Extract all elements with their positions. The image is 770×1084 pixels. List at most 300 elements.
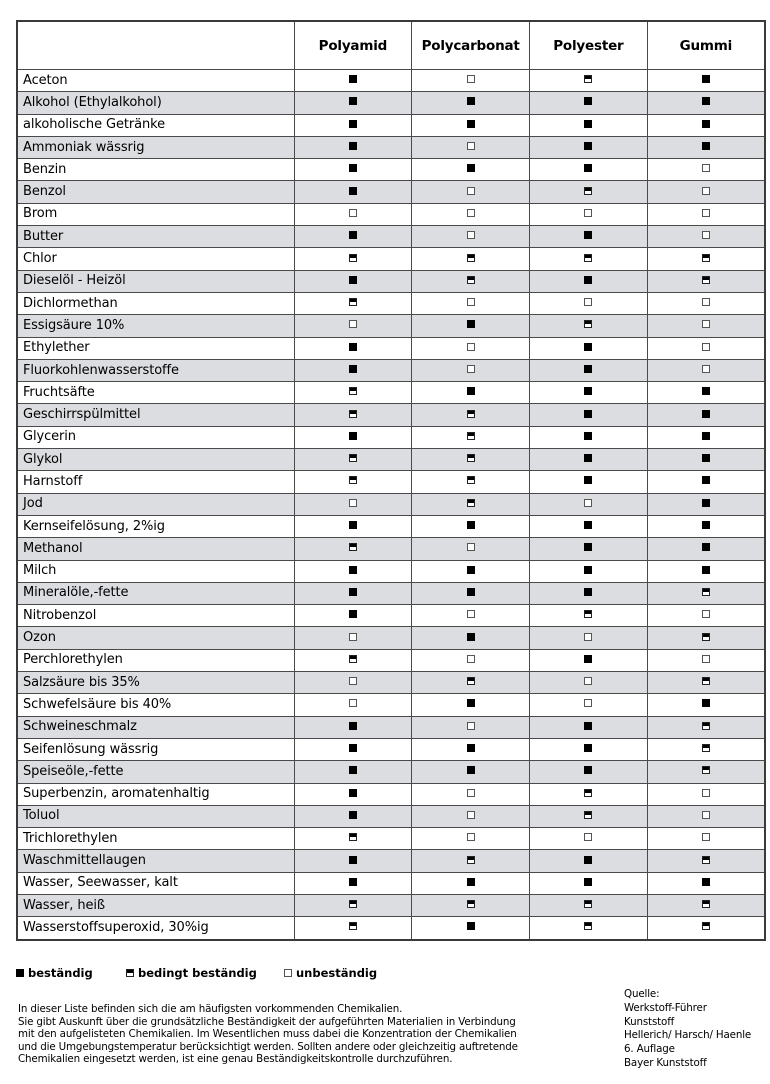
resistance-cell-polyester <box>530 359 648 381</box>
filled-square-icon <box>349 187 357 195</box>
header-row <box>17 21 765 70</box>
resistance-cell-polycarbonat <box>412 672 530 694</box>
filled-square-icon <box>584 164 592 172</box>
resistance-cell-gummi <box>647 627 765 649</box>
resistance-cell-polyester <box>530 605 648 627</box>
header-polyester: Polyester <box>530 21 648 70</box>
filled-square-icon <box>702 432 710 440</box>
resistance-cell-polycarbonat <box>412 872 530 894</box>
explanatory-note <box>18 1003 603 1066</box>
filled-square-icon <box>702 543 710 551</box>
empty-square-icon <box>467 298 475 306</box>
empty-square-icon <box>467 722 475 730</box>
resistance-cell-polycarbonat <box>412 560 530 582</box>
resistance-cell-polycarbonat <box>412 203 530 225</box>
resistance-cell-polycarbonat <box>412 582 530 604</box>
resistance-cell-polycarbonat <box>412 159 530 181</box>
chemical-name: Butter <box>17 226 294 248</box>
empty-square-icon <box>702 833 710 841</box>
chemical-name: Schwefelsäure bis 40% <box>17 694 294 716</box>
filled-square-icon <box>349 789 357 797</box>
half-filled-square-icon <box>349 900 357 908</box>
resistance-cell-polyester <box>530 493 648 515</box>
resistance-cell-polycarbonat <box>412 850 530 872</box>
resistance-cell-polyester <box>530 92 648 114</box>
table-row <box>17 872 765 894</box>
table-row <box>17 226 765 248</box>
legend-label: unbeständig <box>296 966 378 980</box>
empty-square-icon <box>349 499 357 507</box>
header-empty <box>17 21 294 70</box>
table-row <box>17 582 765 604</box>
filled-square-icon <box>349 75 357 83</box>
empty-square-icon <box>467 610 475 618</box>
filled-square-icon <box>349 365 357 373</box>
filled-square-icon <box>584 276 592 284</box>
empty-square-icon <box>284 969 292 977</box>
header-polyamid: Polyamid <box>294 21 412 70</box>
resistance-cell-polycarbonat <box>412 828 530 850</box>
filled-square-icon <box>584 878 592 886</box>
resistance-cell-polyamid <box>294 538 412 560</box>
half-filled-square-icon <box>702 254 710 262</box>
table-row <box>17 404 765 426</box>
source-line: Hellerich/ Harsch/ Haenle <box>624 1029 752 1042</box>
legend-item-unbestaendig <box>284 966 377 980</box>
empty-square-icon <box>349 320 357 328</box>
empty-square-icon <box>702 343 710 351</box>
resistance-cell-polyamid <box>294 560 412 582</box>
resistance-cell-polyester <box>530 248 648 270</box>
resistance-cell-polyester <box>530 560 648 582</box>
table-row <box>17 560 765 582</box>
chemical-name: Jod <box>17 493 294 515</box>
resistance-cell-gummi <box>647 203 765 225</box>
filled-square-icon <box>349 521 357 529</box>
resistance-cell-polyamid <box>294 471 412 493</box>
resistance-cell-gummi <box>647 136 765 158</box>
half-filled-square-icon <box>467 900 475 908</box>
empty-square-icon <box>467 543 475 551</box>
table-row <box>17 761 765 783</box>
half-filled-square-icon <box>584 75 592 83</box>
chemical-name: Essigsäure 10% <box>17 315 294 337</box>
resistance-cell-polycarbonat <box>412 493 530 515</box>
half-filled-square-icon <box>349 254 357 262</box>
resistance-cell-gummi <box>647 493 765 515</box>
resistance-cell-polycarbonat <box>412 404 530 426</box>
resistance-cell-gummi <box>647 850 765 872</box>
resistance-cell-polycarbonat <box>412 471 530 493</box>
legend-label: bedingt beständig <box>138 966 257 980</box>
filled-square-icon <box>349 432 357 440</box>
resistance-cell-polycarbonat <box>412 426 530 448</box>
empty-square-icon <box>702 209 710 217</box>
resistance-cell-polyamid <box>294 226 412 248</box>
chemical-name: Ethylether <box>17 337 294 359</box>
empty-square-icon <box>584 633 592 641</box>
resistance-cell-polyester <box>530 694 648 716</box>
table-row <box>17 738 765 760</box>
half-filled-square-icon <box>702 677 710 685</box>
empty-square-icon <box>702 164 710 172</box>
half-filled-square-icon <box>349 476 357 484</box>
half-filled-square-icon <box>349 387 357 395</box>
filled-square-icon <box>349 856 357 864</box>
resistance-cell-polyamid <box>294 292 412 314</box>
resistance-cell-polyamid <box>294 872 412 894</box>
half-filled-square-icon <box>349 543 357 551</box>
chemical-name: alkoholische Getränke <box>17 114 294 136</box>
chemical-name: Alkohol (Ethylalkohol) <box>17 92 294 114</box>
resistance-cell-polycarbonat <box>412 738 530 760</box>
resistance-cell-polycarbonat <box>412 382 530 404</box>
resistance-cell-polycarbonat <box>412 894 530 916</box>
resistance-cell-gummi <box>647 315 765 337</box>
table-row <box>17 315 765 337</box>
table-row <box>17 805 765 827</box>
resistance-cell-polycarbonat <box>412 181 530 203</box>
resistance-cell-polyamid <box>294 426 412 448</box>
resistance-cell-polyester <box>530 828 648 850</box>
resistance-cell-polyamid <box>294 582 412 604</box>
resistance-cell-polyamid <box>294 136 412 158</box>
resistance-cell-polycarbonat <box>412 716 530 738</box>
resistance-cell-polycarbonat <box>412 226 530 248</box>
filled-square-icon <box>467 120 475 128</box>
resistance-cell-gummi <box>647 70 765 92</box>
filled-square-icon <box>702 142 710 150</box>
resistance-cell-polycarbonat <box>412 515 530 537</box>
filled-square-icon <box>467 744 475 752</box>
half-filled-square-icon <box>584 900 592 908</box>
resistance-cell-polyester <box>530 449 648 471</box>
resistance-cell-polyamid <box>294 70 412 92</box>
table-row <box>17 382 765 404</box>
table-row <box>17 538 765 560</box>
filled-square-icon <box>584 588 592 596</box>
resistance-cell-polyamid <box>294 649 412 671</box>
filled-square-icon <box>702 521 710 529</box>
resistance-cell-polyester <box>530 872 648 894</box>
filled-square-icon <box>467 164 475 172</box>
resistance-cell-polyamid <box>294 605 412 627</box>
resistance-cell-polyamid <box>294 783 412 805</box>
source-line: Werkstoff-Führer <box>624 1001 707 1014</box>
chemical-name: Fluorkohlenwasserstoffe <box>17 359 294 381</box>
half-filled-square-icon <box>702 766 710 774</box>
resistance-cell-polycarbonat <box>412 605 530 627</box>
half-filled-square-icon <box>702 900 710 908</box>
resistance-cell-polyester <box>530 738 648 760</box>
resistance-cell-polyamid <box>294 382 412 404</box>
resistance-cell-polyester <box>530 649 648 671</box>
resistance-cell-polyester <box>530 382 648 404</box>
filled-square-icon <box>584 566 592 574</box>
chemical-name: Benzin <box>17 159 294 181</box>
resistance-cell-polyamid <box>294 114 412 136</box>
filled-square-icon <box>349 231 357 239</box>
filled-square-icon <box>349 164 357 172</box>
resistance-cell-gummi <box>647 649 765 671</box>
chemical-name: Toluol <box>17 805 294 827</box>
half-filled-square-icon <box>702 856 710 864</box>
chemical-name: Milch <box>17 560 294 582</box>
empty-square-icon <box>467 365 475 373</box>
resistance-cell-gummi <box>647 694 765 716</box>
table-row <box>17 605 765 627</box>
resistance-cell-polycarbonat <box>412 70 530 92</box>
chemical-name: Mineralöle,-fette <box>17 582 294 604</box>
resistance-cell-polyamid <box>294 672 412 694</box>
filled-square-icon <box>584 387 592 395</box>
resistance-cell-gummi <box>647 805 765 827</box>
empty-square-icon <box>467 833 475 841</box>
resistance-cell-gummi <box>647 181 765 203</box>
resistance-cell-polyamid <box>294 404 412 426</box>
resistance-cell-polyester <box>530 582 648 604</box>
chemical-name: Glycerin <box>17 426 294 448</box>
filled-square-icon <box>349 744 357 752</box>
table-row <box>17 783 765 805</box>
chemical-name: Superbenzin, aromatenhaltig <box>17 783 294 805</box>
half-filled-square-icon <box>702 588 710 596</box>
resistance-cell-polyamid <box>294 627 412 649</box>
resistance-cell-gummi <box>647 426 765 448</box>
half-filled-square-icon <box>702 922 710 930</box>
empty-square-icon <box>349 209 357 217</box>
filled-square-icon <box>584 856 592 864</box>
resistance-cell-gummi <box>647 716 765 738</box>
empty-square-icon <box>349 633 357 641</box>
filled-square-icon <box>702 454 710 462</box>
empty-square-icon <box>467 142 475 150</box>
half-filled-square-icon <box>584 320 592 328</box>
filled-square-icon <box>467 633 475 641</box>
resistance-cell-gummi <box>647 582 765 604</box>
empty-square-icon <box>467 75 475 83</box>
resistance-cell-gummi <box>647 605 765 627</box>
filled-square-icon <box>584 97 592 105</box>
filled-square-icon <box>467 387 475 395</box>
filled-square-icon <box>702 120 710 128</box>
table-row <box>17 515 765 537</box>
chemical-name: Nitrobenzol <box>17 605 294 627</box>
empty-square-icon <box>584 298 592 306</box>
filled-square-icon <box>584 432 592 440</box>
filled-square-icon <box>702 97 710 105</box>
table-row <box>17 181 765 203</box>
filled-square-icon <box>467 588 475 596</box>
chemical-name: Trichlorethylen <box>17 828 294 850</box>
filled-square-icon <box>349 766 357 774</box>
resistance-cell-polyester <box>530 315 648 337</box>
resistance-cell-gummi <box>647 515 765 537</box>
chemical-name: Geschirrspülmittel <box>17 404 294 426</box>
empty-square-icon <box>702 655 710 663</box>
resistance-cell-polyester <box>530 70 648 92</box>
chemical-name: Chlor <box>17 248 294 270</box>
table-row <box>17 672 765 694</box>
empty-square-icon <box>467 209 475 217</box>
table-row <box>17 716 765 738</box>
table-row <box>17 894 765 916</box>
resistance-cell-polyester <box>530 136 648 158</box>
filled-square-icon <box>467 766 475 774</box>
half-filled-square-icon <box>467 677 475 685</box>
filled-square-icon <box>349 588 357 596</box>
filled-square-icon <box>702 387 710 395</box>
resistance-cell-polyamid <box>294 493 412 515</box>
resistance-cell-gummi <box>647 894 765 916</box>
filled-square-icon <box>584 543 592 551</box>
filled-square-icon <box>584 521 592 529</box>
resistance-cell-polyester <box>530 672 648 694</box>
resistance-cell-polyamid <box>294 716 412 738</box>
resistance-cell-polycarbonat <box>412 649 530 671</box>
resistance-cell-polyamid <box>294 828 412 850</box>
resistance-cell-gummi <box>647 359 765 381</box>
filled-square-icon <box>584 410 592 418</box>
filled-square-icon <box>349 610 357 618</box>
note-line: Sie gibt Auskunft über die grundsätzliche Beständigkeit der aufgeführten Materialien in Verbindung <box>18 1015 516 1028</box>
table-row <box>17 92 765 114</box>
table-row <box>17 493 765 515</box>
resistance-cell-polyester <box>530 203 648 225</box>
source-line: 6. Auflage <box>624 1043 675 1056</box>
resistance-cell-polycarbonat <box>412 92 530 114</box>
empty-square-icon <box>349 699 357 707</box>
filled-square-icon <box>584 142 592 150</box>
note-line: Chemikalien eingesetzt werden, ist eine genau Beständigkeitskontrolle durchzuführen. <box>18 1053 453 1066</box>
empty-square-icon <box>467 187 475 195</box>
resistance-cell-gummi <box>647 248 765 270</box>
note-line: mit den aufgelisteten Chemikalien. Im Wesentlichen muss dabei die Konzentration der Chemikalien <box>18 1028 517 1041</box>
resistance-cell-polyester <box>530 917 648 940</box>
empty-square-icon <box>467 811 475 819</box>
resistance-cell-polyamid <box>294 917 412 940</box>
resistance-cell-gummi <box>647 917 765 940</box>
filled-square-icon <box>584 365 592 373</box>
half-filled-square-icon <box>584 187 592 195</box>
half-filled-square-icon <box>467 410 475 418</box>
resistance-cell-polyester <box>530 716 648 738</box>
half-filled-square-icon <box>126 969 134 977</box>
resistance-cell-polycarbonat <box>412 627 530 649</box>
chemical-name: Ozon <box>17 627 294 649</box>
filled-square-icon <box>584 744 592 752</box>
table-row <box>17 136 765 158</box>
empty-square-icon <box>702 610 710 618</box>
resistance-cell-polycarbonat <box>412 359 530 381</box>
filled-square-icon <box>16 969 24 977</box>
empty-square-icon <box>584 499 592 507</box>
filled-square-icon <box>702 476 710 484</box>
resistance-cell-gummi <box>647 337 765 359</box>
chemical-name: Wasserstoffsuperoxid, 30%ig <box>17 917 294 940</box>
resistance-cell-polyamid <box>294 449 412 471</box>
filled-square-icon <box>349 142 357 150</box>
resistance-cell-polyester <box>530 805 648 827</box>
empty-square-icon <box>349 677 357 685</box>
filled-square-icon <box>584 722 592 730</box>
half-filled-square-icon <box>584 789 592 797</box>
half-filled-square-icon <box>702 722 710 730</box>
half-filled-square-icon <box>702 744 710 752</box>
resistance-cell-polyester <box>530 181 648 203</box>
filled-square-icon <box>702 566 710 574</box>
empty-square-icon <box>467 231 475 239</box>
resistance-cell-polyamid <box>294 315 412 337</box>
table-row <box>17 70 765 92</box>
resistance-cell-gummi <box>647 738 765 760</box>
resistance-cell-gummi <box>647 382 765 404</box>
empty-square-icon <box>702 320 710 328</box>
empty-square-icon <box>467 789 475 797</box>
resistance-cell-polycarbonat <box>412 538 530 560</box>
resistance-cell-polyamid <box>294 92 412 114</box>
half-filled-square-icon <box>584 254 592 262</box>
source-line: Kunststoff <box>624 1015 675 1028</box>
header-gummi: Gummi <box>647 21 765 70</box>
half-filled-square-icon <box>467 476 475 484</box>
resistance-cell-polycarbonat <box>412 248 530 270</box>
resistance-cell-polyamid <box>294 181 412 203</box>
resistance-cell-polyamid <box>294 203 412 225</box>
half-filled-square-icon <box>349 655 357 663</box>
resistance-cell-gummi <box>647 471 765 493</box>
resistance-cell-gummi <box>647 159 765 181</box>
resistance-cell-polycarbonat <box>412 805 530 827</box>
chemical-name: Benzol <box>17 181 294 203</box>
resistance-cell-gummi <box>647 783 765 805</box>
resistance-cell-polyamid <box>294 738 412 760</box>
filled-square-icon <box>584 476 592 484</box>
resistance-cell-polyester <box>530 894 648 916</box>
resistance-cell-polyester <box>530 114 648 136</box>
chemical-name: Wasser, heiß <box>17 894 294 916</box>
empty-square-icon <box>584 209 592 217</box>
filled-square-icon <box>702 410 710 418</box>
filled-square-icon <box>702 75 710 83</box>
resistance-cell-gummi <box>647 872 765 894</box>
filled-square-icon <box>702 878 710 886</box>
resistance-cell-gummi <box>647 292 765 314</box>
chemical-name: Speiseöle,-fette <box>17 761 294 783</box>
filled-square-icon <box>584 120 592 128</box>
source-citation <box>624 988 751 1071</box>
resistance-cell-polyamid <box>294 337 412 359</box>
resistance-cell-gummi <box>647 538 765 560</box>
chemical-name: Harnstoff <box>17 471 294 493</box>
resistance-cell-polyester <box>530 538 648 560</box>
half-filled-square-icon <box>349 833 357 841</box>
table-row <box>17 627 765 649</box>
resistance-cell-polyester <box>530 426 648 448</box>
table-row <box>17 917 765 940</box>
half-filled-square-icon <box>467 454 475 462</box>
resistance-cell-polyester <box>530 226 648 248</box>
resistance-cell-polyamid <box>294 894 412 916</box>
resistance-cell-gummi <box>647 672 765 694</box>
filled-square-icon <box>584 231 592 239</box>
half-filled-square-icon <box>702 633 710 641</box>
source-line: Quelle: <box>624 988 660 1000</box>
filled-square-icon <box>467 878 475 886</box>
source-line: Bayer Kunststoff <box>624 1056 707 1069</box>
empty-square-icon <box>702 365 710 373</box>
table-row <box>17 270 765 292</box>
